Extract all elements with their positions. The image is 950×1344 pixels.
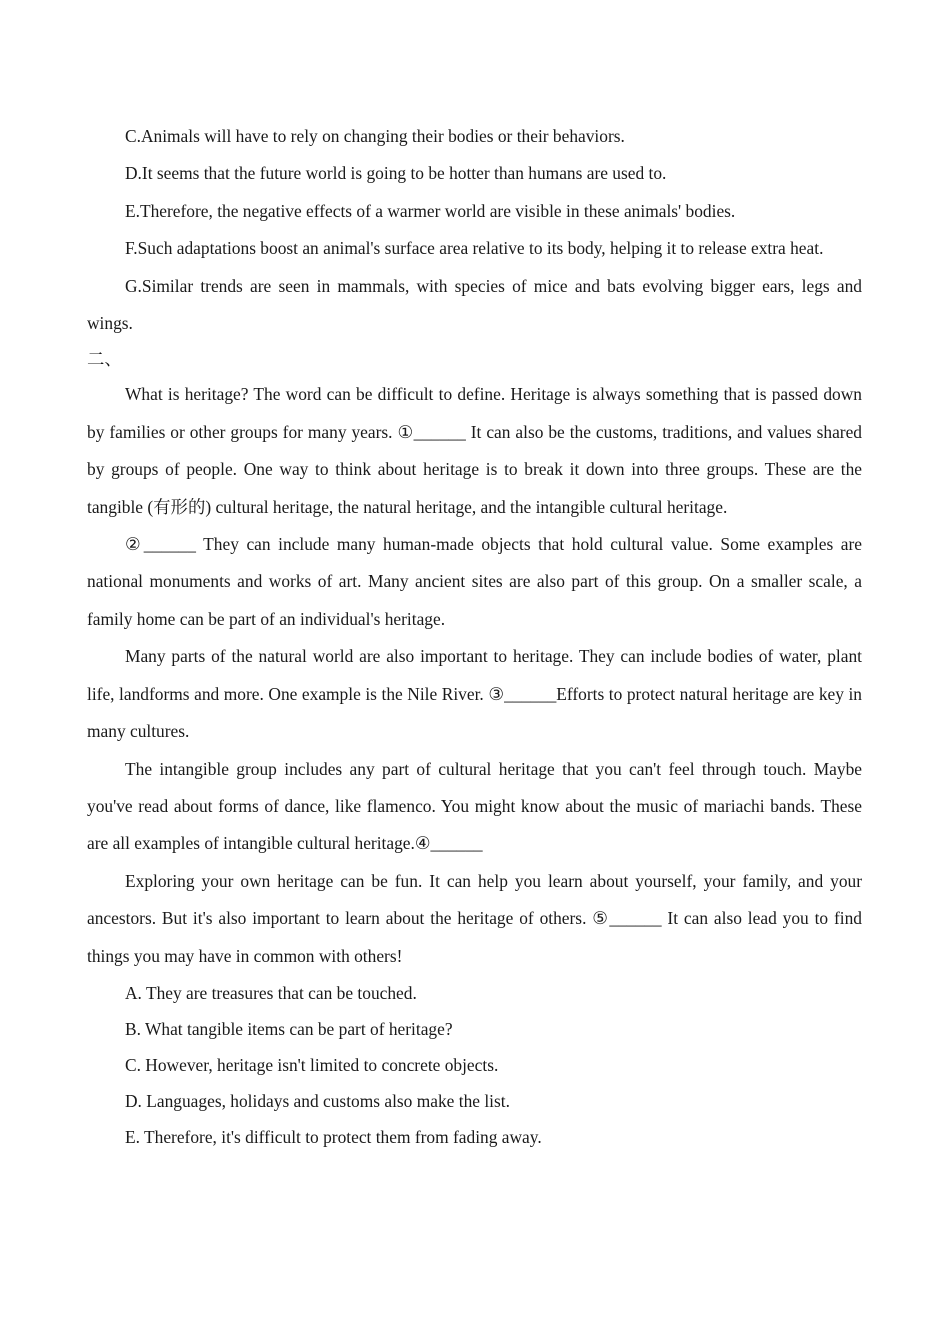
passage-paragraph-1: What is heritage? The word can be difficult to define. Heritage is always something that is passed down by families or other groups for many years. ①______ It can also be the customs, traditions, and values shared by groups of people. One way to think about heritage is to break it down into three groups. These are the tangible (有形的) cultural heritage, the natural heritage, and the intangible cultural heritage.: [87, 384, 862, 517]
option-c-previous: C.Animals will have to rely on changing their bodies or their behaviors.: [125, 126, 625, 146]
previous-question-options: [87, 118, 862, 342]
passage-paragraph-5: Exploring your own heritage can be fun. It can help you learn about yourself, your family, and your ancestors. But it's also important to learn about the heritage of others. ⑤______ It can also lead you to find things you may have in common with others!: [87, 870, 862, 966]
option-b: B. What tangible items can be part of heritage?: [125, 1018, 453, 1039]
option-c: C. However, heritage isn't limited to concrete objects.: [125, 1054, 499, 1075]
passage-paragraph-3: Many parts of the natural world are also important to heritage. They can include bodies of water, plant life, landforms and more. One example is the Nile River. ③______Efforts to protect natural heritage are key in many cultures.: [87, 646, 862, 742]
passage-paragraph-4: The intangible group includes any part of cultural heritage that you can't feel through touch. Maybe you've read about forms of dance, like flamenco. You might know about the music of mariachi bands. These are all examples of intangible cultural heritage.④______: [87, 758, 862, 854]
passage-paragraph-2: ②______ They can include many human-made objects that hold cultural value. Some examples are national monuments and works of art. Many ancient sites are also part of this group. On a smaller scale, a family home can be part of an individual's heritage.: [87, 534, 862, 629]
option-a: A. They are treasures that can be touched.: [125, 982, 417, 1003]
option-d-previous: D.It seems that the future world is going to be hotter than humans are used to.: [125, 163, 667, 184]
option-g-previous: G.Similar trends are seen in mammals, with species of mice and bats evolving bigger ears, legs and wings.: [87, 275, 862, 334]
option-f-previous: F.Such adaptations boost an animal's surface area relative to its body, helping it to release extra heat.: [125, 238, 824, 259]
option-e-previous: E.Therefore, the negative effects of a warmer world are visible in these animals' bodies.: [125, 200, 736, 221]
option-e: E. Therefore, it's difficult to protect them from fading away.: [125, 1126, 542, 1147]
option-d: D. Languages, holidays and customs also make the list.: [125, 1090, 510, 1111]
answer-options: [87, 975, 862, 1155]
passage: [87, 376, 862, 975]
section-number-label: 二、: [87, 349, 122, 370]
